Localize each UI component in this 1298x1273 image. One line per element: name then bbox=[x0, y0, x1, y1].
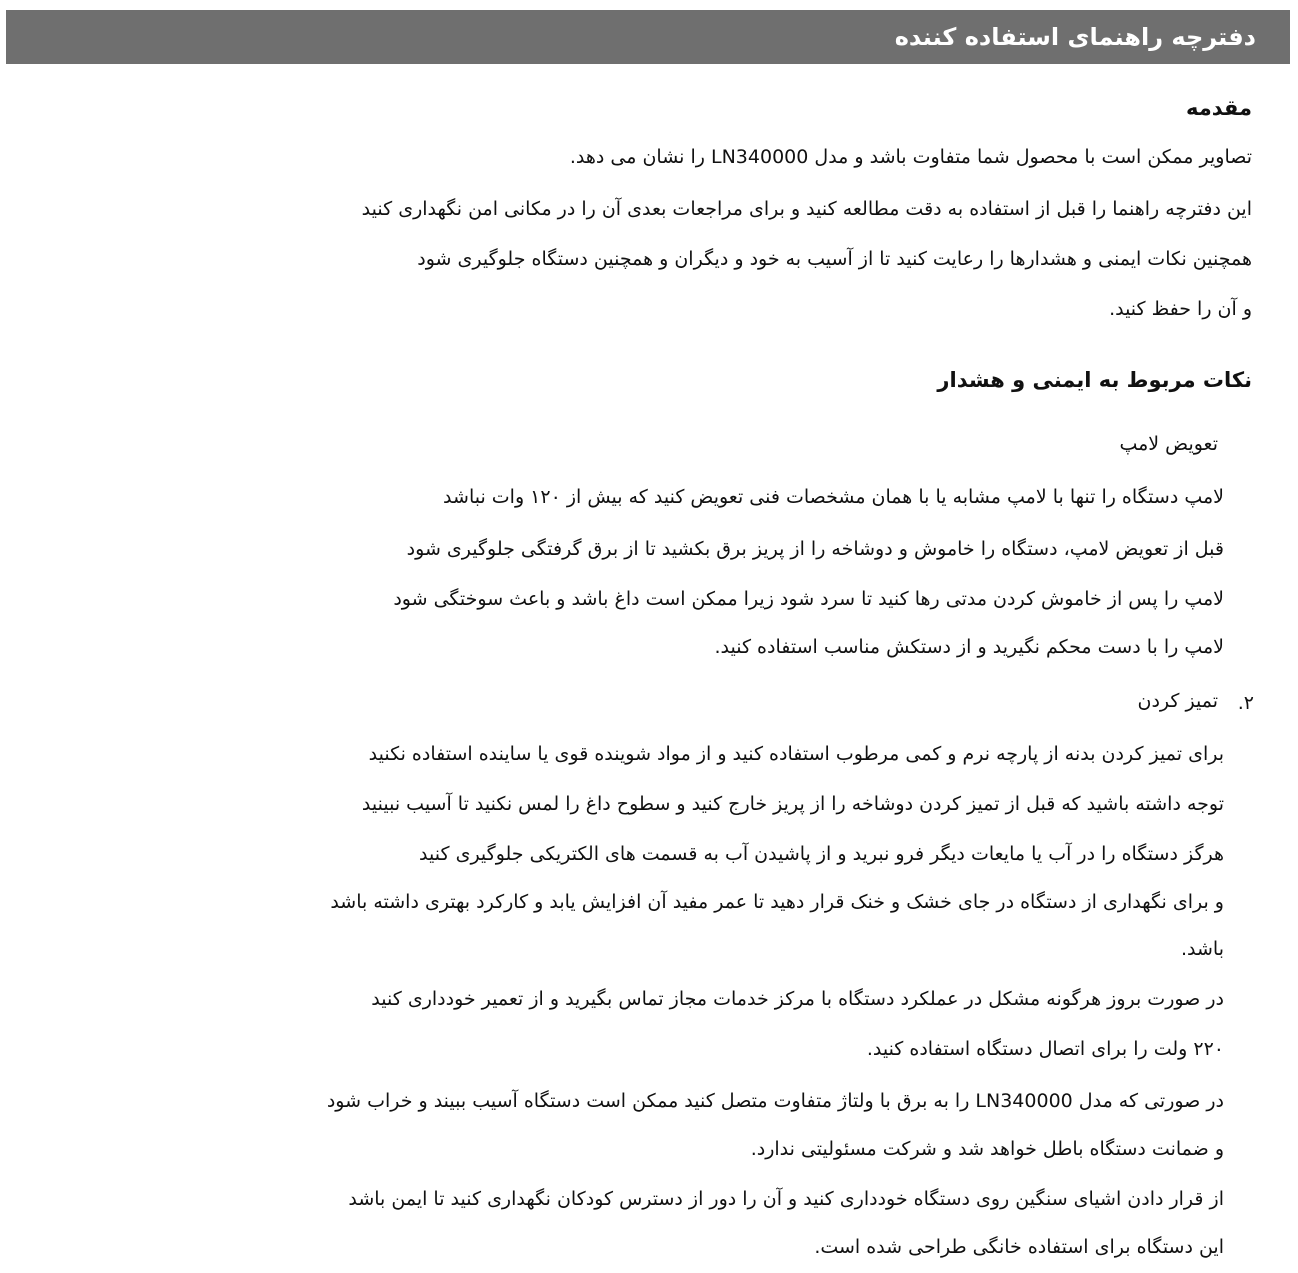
item-3-line-5: از قرار دادن اشیای سنگین روی دستگاه خودداری کنید و آن را دور از دسترس کودکان نگهداری کنید تا ایمن باشد bbox=[348, 1188, 1224, 1210]
intro-line-2: این دفترچه راهنما را قبل از استفاده به دقت مطالعه کنید و برای مراجعات بعدی آن را در مکانی امن نگهداری کنید bbox=[361, 198, 1252, 220]
item-2-line-4: و برای نگهداری از دستگاه در جای خشک و خنک قرار دهید تا عمر مفید آن افزایش یابد و کارکرد بهتری داشته باشد bbox=[330, 891, 1224, 913]
item-1-line-3: لامپ را پس از خاموش کردن مدتی رها کنید تا سرد شود زیرا ممکن است داغ باشد و باعث سوختگی شود bbox=[393, 588, 1224, 610]
item-3-line-6: این دستگاه برای استفاده خانگی طراحی شده است. bbox=[814, 1236, 1224, 1258]
item-1-line-2: قبل از تعویض لامپ، دستگاه را خاموش و دوشاخه را از پریز برق بکشید تا از برق گرفتگی جلوگیری شود bbox=[406, 538, 1224, 560]
item-2-label: تمیز کردن bbox=[1137, 690, 1218, 712]
safety-heading: نکات مربوط به ایمنی و هشدار bbox=[937, 368, 1252, 392]
item-3-line-4: و ضمانت دستگاه باطل خواهد شد و شرکت مسئولیتی ندارد. bbox=[750, 1138, 1224, 1160]
header-title: دفترچه راهنمای استفاده کننده bbox=[894, 23, 1256, 51]
item-1-line-1: لامپ دستگاه را تنها با لامپ مشابه یا با همان مشخصات فنی تعویض کنید که بیش از ۱۲۰ وات نباشد bbox=[443, 486, 1224, 508]
intro-line-1: تصاویر ممکن است با محصول شما متفاوت باشد و مدل LN340000 را نشان می دهد. bbox=[569, 146, 1252, 168]
intro-heading: مقدمه bbox=[1186, 96, 1252, 120]
item-1-label: تعویض لامپ bbox=[1119, 433, 1218, 455]
item-3-line-3: در صورتی که مدل LN340000 را به برق با ولتاژ متفاوت متصل کنید ممکن است دستگاه آسیب ببیند و خراب شود bbox=[326, 1090, 1224, 1112]
item-2-line-5: باشد. bbox=[1180, 938, 1224, 960]
item-2-line-3: هرگز دستگاه را در آب یا مایعات دیگر فرو نبرید و از پاشیدن آب به قسمت های الکتریکی جلوگیری کنید bbox=[419, 843, 1224, 865]
intro-line-3: همچنین نکات ایمنی و هشدارها را رعایت کنید تا از آسیب به خود و دیگران و همچنین دستگاه جلوگیری شود bbox=[417, 248, 1252, 270]
header-bar bbox=[6, 10, 1290, 64]
item-2-number: ۲. bbox=[1237, 692, 1254, 714]
item-2-line-1: برای تمیز کردن بدنه از پارچه نرم و کمی مرطوب استفاده کنید و از مواد شوینده قوی یا ساینده استفاده نکنید bbox=[368, 743, 1224, 765]
item-3-line-2: ۲۲۰ ولت را برای اتصال دستگاه استفاده کنید. bbox=[866, 1038, 1224, 1060]
intro-line-4: و آن را حفظ کنید. bbox=[1109, 298, 1252, 320]
item-2-line-2: توجه داشته باشید که قبل از تمیز کردن دوشاخه را از پریز خارج کنید و سطوح داغ را لمس نکنید تا آسیب نبینید bbox=[361, 793, 1224, 815]
item-1-line-4: لامپ را با دست محکم نگیرید و از دستکش مناسب استفاده کنید. bbox=[714, 636, 1224, 658]
item-3-line-1: در صورت بروز هرگونه مشکل در عملکرد دستگاه با مرکز خدمات مجاز تماس بگیرید و از تعمیر خودداری کنید bbox=[371, 988, 1224, 1010]
